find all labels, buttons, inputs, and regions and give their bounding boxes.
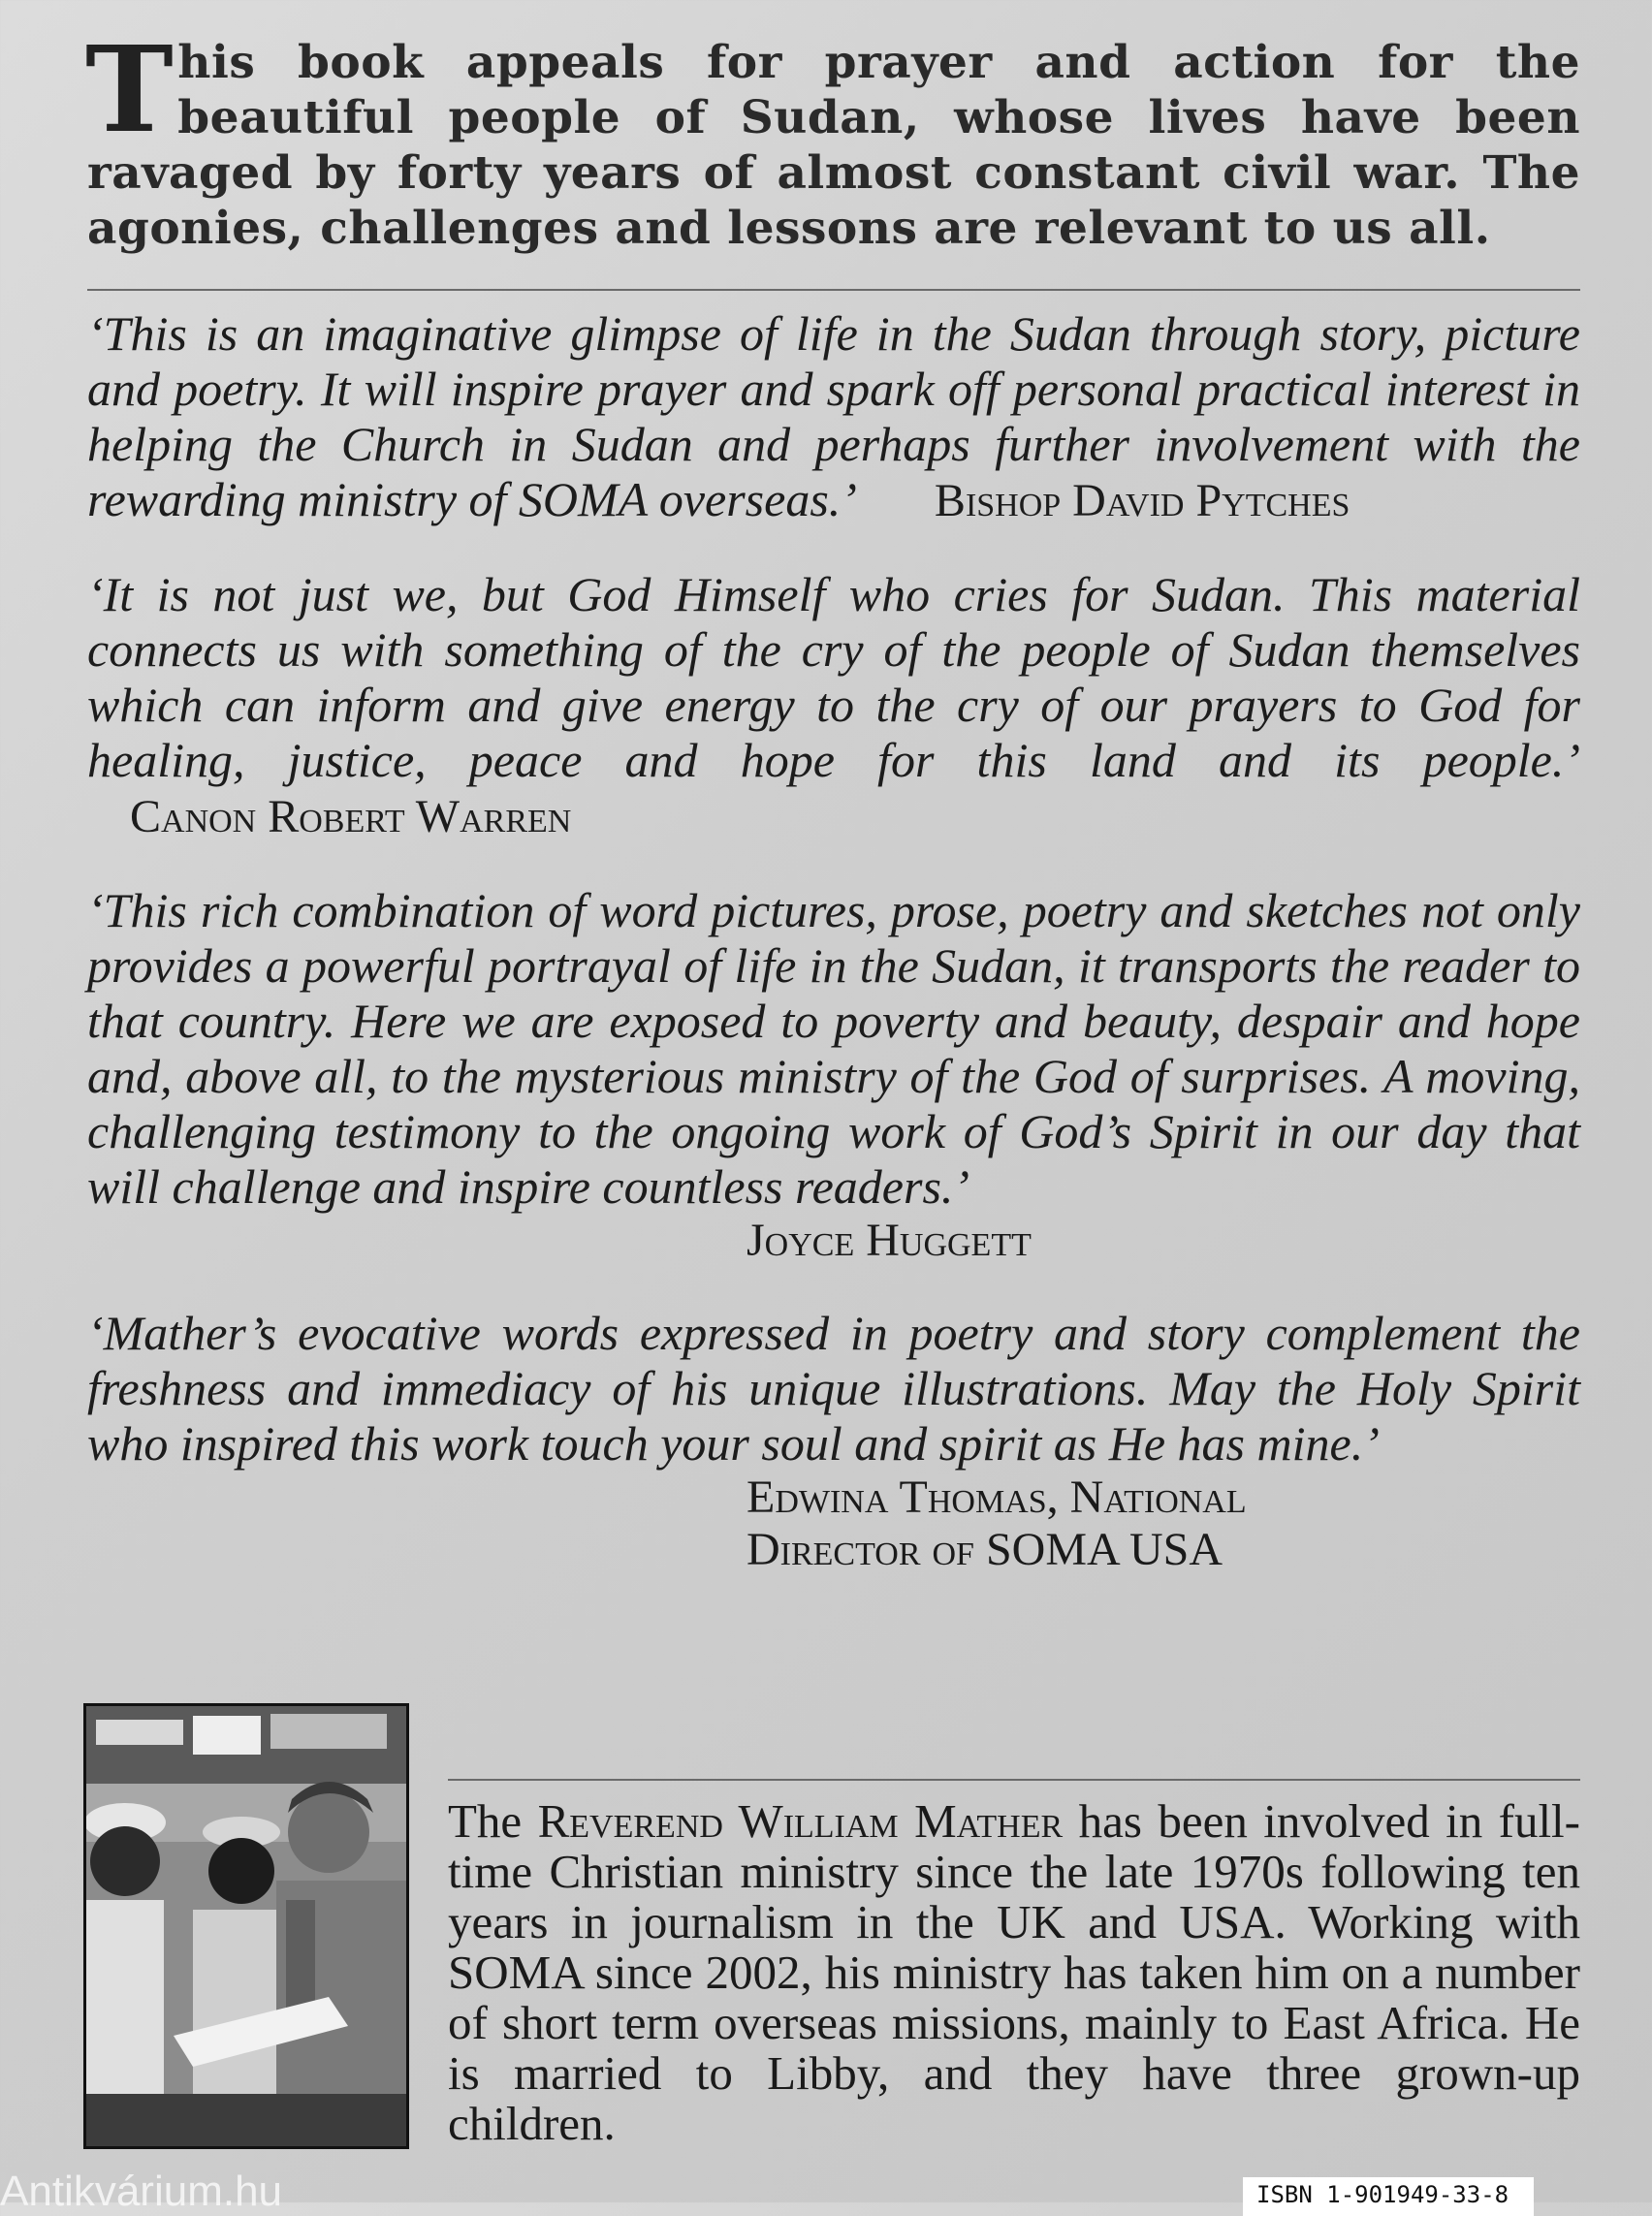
endorsement-warren [87, 567, 1580, 844]
quote-attribution: Bishop David Pytches [934, 475, 1350, 526]
watermark: Antikvárium.hu [0, 2168, 283, 2215]
isbn-label: ISBN 1-901949-33-8 [1243, 2177, 1534, 2216]
endorsement-huggett [87, 883, 1580, 1215]
bio-lead: The [448, 1794, 538, 1848]
author-section [83, 1703, 1580, 2149]
endorsement-thomas [87, 1306, 1580, 1472]
quote-attribution: Joyce Huggett [747, 1215, 1032, 1266]
intro-paragraph [85, 19, 1580, 256]
back-cover-text [85, 19, 1580, 1576]
quote-attribution: Canon Robert Warren [130, 791, 572, 842]
quote-text: ‘This rich combination of word pictures, prose, poetry and sketches not only provides a powerful portrayal of life in the Sudan, it transports the reader to that country. Here we are exposed to poverty and beauty, despair and hope and, above all, to the mysterious ministry of the God of surprises. A moving, challenging testimony to the ongoing work of God’s Spirit in our day that will challenge and inspire countless readers.’ [87, 883, 1580, 1214]
bio-divider [448, 1779, 1580, 1781]
author-bio [448, 1796, 1580, 2149]
author-photo-icon [83, 1703, 409, 2149]
intro-text: his book appeals for prayer and action for the beautiful people of Sudan, whose lives have been ravaged by forty years of almost constant civil war. The agonies, challenges and lessons are relevant to us all. [87, 36, 1580, 255]
author-name: Reverend William Mather [537, 1794, 1064, 1848]
section-divider [87, 289, 1580, 291]
bio-text: has been involved in full-time Christian ministry since the late 1970s following ten years in journalism in the UK and USA. Working with SOMA since 2002, his ministry has taken him on a number of short term overseas missions, mainly to East Africa. He is married to Libby, and they have three grown-up children. [448, 1794, 1580, 2150]
quote-attribution-line2: Director of SOMA USA [747, 1524, 1223, 1575]
drop-cap: T [85, 19, 175, 159]
quote-text: ‘Mather’s evocative words expressed in poetry and story complement the freshness and immediacy of his unique illustrations. May the Holy Spirit who inspired this work touch your soul and spirit as He has mine.’ [87, 1306, 1580, 1471]
quote-attribution-line1: Edwina Thomas, National [747, 1472, 1247, 1523]
endorsement-pytches [87, 306, 1580, 528]
quote-text: ‘This is an imaginative glimpse of life in the Sudan through story, picture and poetry. It will inspire prayer and spark off personal practical interest in helping the Church in Sudan and perhaps further involvement with the rewarding ministry of SOMA overseas.’ [87, 306, 1580, 526]
quote-text: ‘It is not just we, but God Himself who cries for Sudan. This material connects us with something of the cry of the people of Sudan themselves which can inform and give energy to the cry of our prayers to God for healing, justice, peace and hope for this land and its people.’ [87, 567, 1580, 787]
